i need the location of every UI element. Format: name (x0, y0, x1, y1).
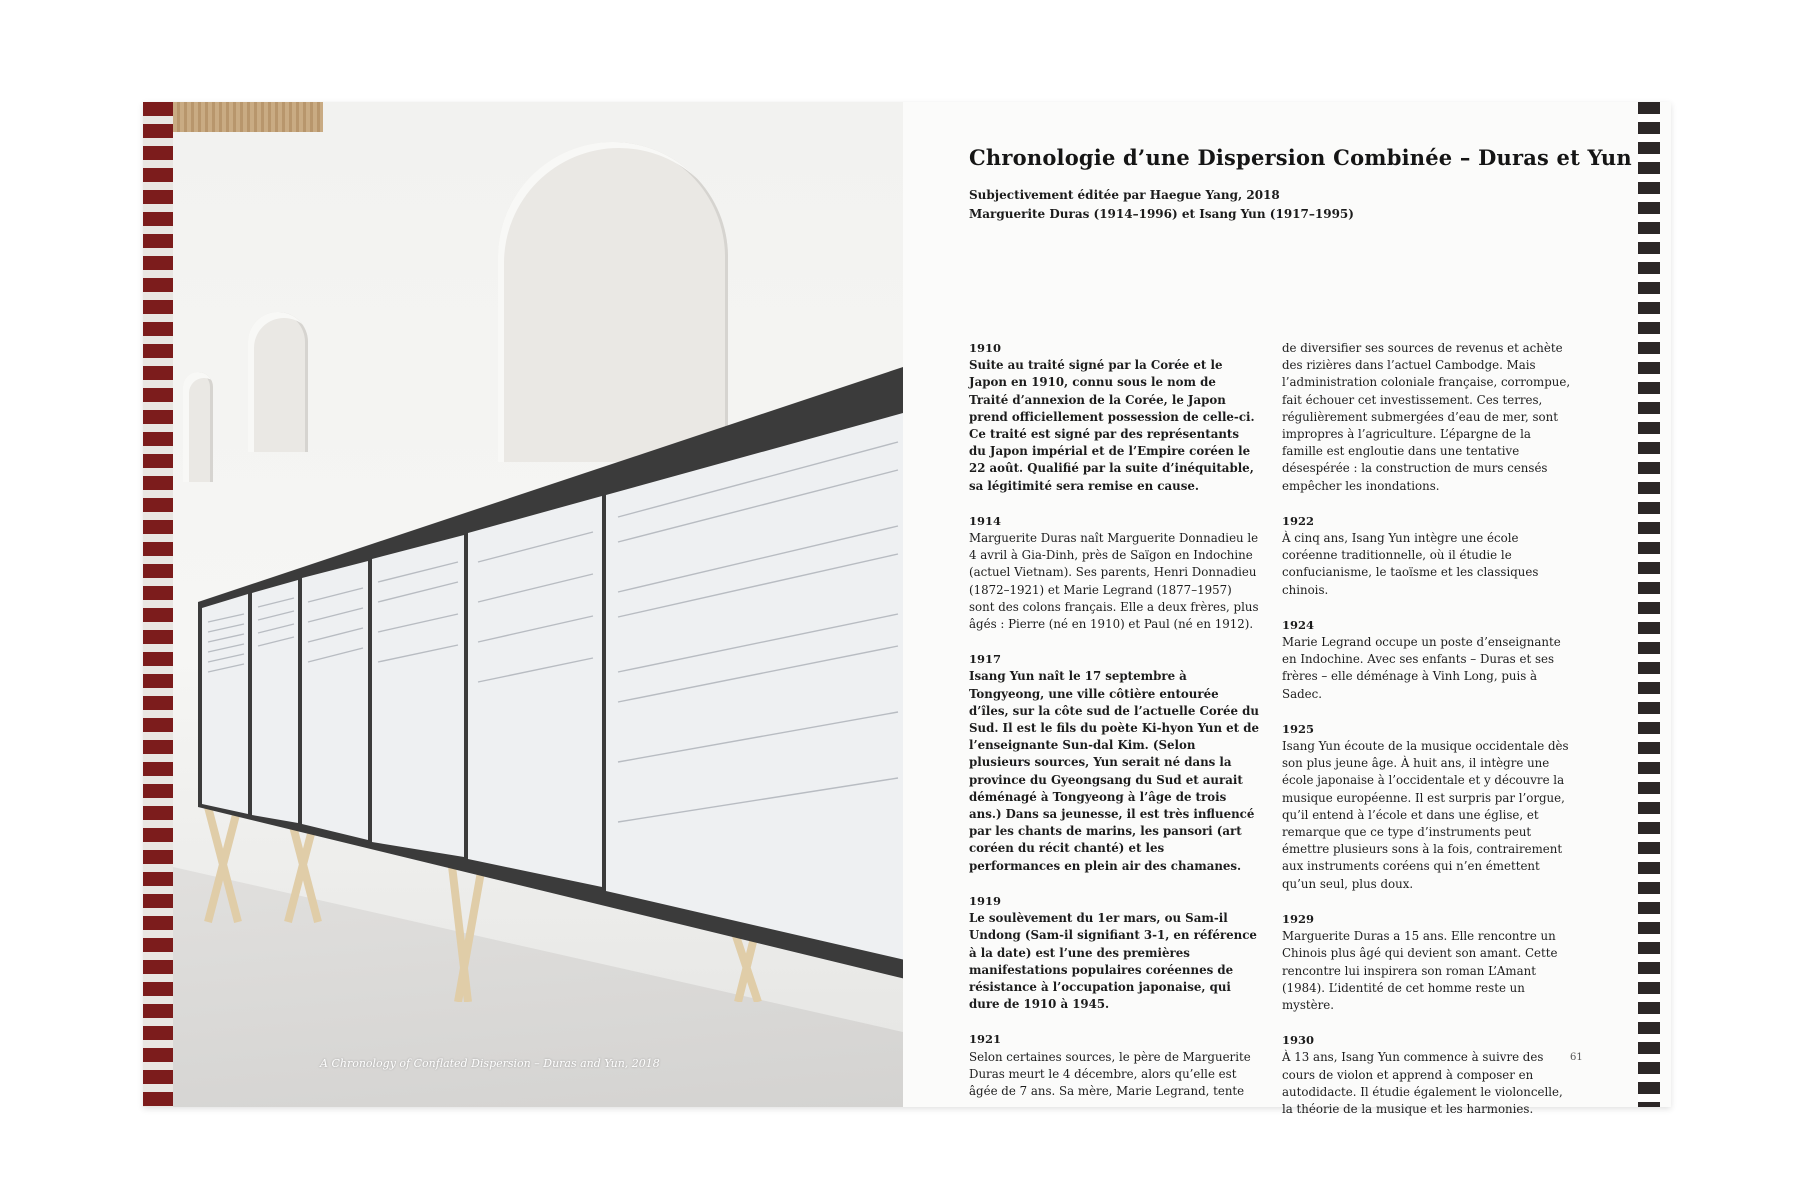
panel-6 (606, 410, 903, 962)
page-subtitle (969, 186, 1354, 224)
subtitle-line-editor: Subjectivement éditée par Haegue Yang, 2018 (969, 188, 1280, 202)
entry-year: 1919 (969, 893, 1002, 908)
entry-text: Marguerite Duras naît Marguerite Donnadieu le 4 avril à Gia-Dinh, près de Saïgon en Indochine (actuel Vietnam). Ses parents, Henri Donnadieu (1872–1921) et Marie Legrand (1877–1957) sont des colons français. Elle a deux frères, plus âgés : Pierre (né en 1910) et Paul (né en 1912). (969, 531, 1259, 632)
chronology-entry (969, 513, 1259, 633)
chronology-entry (969, 893, 1259, 1013)
panel-3 (302, 561, 368, 840)
entry-year: 1917 (969, 652, 1002, 667)
entry-year: 1910 (969, 341, 1002, 355)
subtitle-line-names: Marguerite Duras (1914–1996) et Isang Yun (1917–1995) (969, 207, 1354, 221)
entry-text: À cinq ans, Isang Yun intègre une école coréenne traditionnelle, où il étudie le confucianisme, le taoïsme et les classiques chinois. (1282, 531, 1539, 597)
page-number: 61 (1570, 1052, 1583, 1063)
entry-year: 1922 (1282, 513, 1315, 528)
panel-1 (202, 594, 248, 814)
chronology-entry (1282, 617, 1572, 703)
entry-text: À 13 ans, Isang Yun commence à suivre des cours de violon et apprend à composer en autodidacte. Il étudie également le violoncelle, la théorie de la musique et les harmonies. (1282, 1050, 1563, 1116)
page-edge-stripes-left (143, 102, 173, 1107)
panel-5 (468, 496, 602, 887)
chronology-entry (1282, 911, 1572, 1014)
entry-year: 1921 (969, 1032, 1002, 1047)
chronology-entry (969, 1031, 1259, 1100)
text-column-1 (969, 340, 1259, 1118)
chronology-entry (969, 651, 1259, 875)
page-edge-stripes-right (1638, 102, 1660, 1107)
entry-year: 1930 (1282, 1033, 1315, 1048)
photo-caption: A Chronology of Conflated Dispersion – Duras and Yun, 2018 (320, 1057, 660, 1070)
entry-text: Suite au traité signé par la Corée et le Japon en 1910, connu sous le nom de Traité d’annexion de la Corée, le Japon prend officiellement possession de celle-ci. Ce traité est signé par des représentants du Japon impérial et de l’Empire coréen le 22 août. Qualifié par la suite d’inéquitable, sa légitimité sera remise en cause. (969, 358, 1255, 493)
chronology-entry (1282, 1032, 1572, 1118)
entry-year: 1914 (969, 513, 1002, 528)
page-title: Chronologie d’une Dispersion Combinée – Duras et Yun (969, 145, 1632, 170)
continued-text: de diversifier ses sources de revenus et achète des rizières dans l’actuel Cambodge. Mais l’administration coloniale française, corrompue, fait échouer cet investissement. Ces terres, régulièrement submergées d’eau de mer, sont impropres à l’agriculture. L’épargne de la famille est engloutie dans une tentative désespérée : la construction de murs censés empêcher les inondations. (1282, 341, 1571, 493)
chronology-entry (1282, 721, 1572, 893)
entry-text: Le soulèvement du 1er mars, ou Sam-il Undong (Sam-il signifiant 3-1, en référence à la date) est l’une des premières manifestations populaires coréennes de résistance à l’occupation japonaise, qui dure de 1910 à 1945. (969, 911, 1257, 1012)
ceiling-beam (173, 102, 323, 132)
text-column-2 (1282, 340, 1572, 1136)
chronology-entry (969, 340, 1259, 495)
entry-text: Isang Yun naît le 17 septembre à Tongyeong, une ville côtière entourée d’îles, sur la côte sud de l’actuelle Corée du Sud. Il est le fils du poète Ki-hyon Yun et de l’enseignante Sun-dal Kim. (Selon plusieurs sources, Yun serait né dans la province du Gyeongsang du Sud et aurait déménagé à Tongyeong à l’âge de trois ans.) Dans sa jeunesse, il est très influencé par les chants de marins, les pansori (art coréen du récit chanté) et les performances en plein air des chamanes. (969, 669, 1259, 873)
entry-text: Marie Legrand occupe un poste d’enseignante en Indochine. Avec ses enfants – Duras et ses frères – elle déménage à Vinh Long, puis à Sadec. (1282, 635, 1561, 701)
timeline-display-board (198, 302, 903, 1002)
exhibition-photo (173, 102, 903, 1107)
entry-text: Marguerite Duras a 15 ans. Elle rencontre un Chinois plus âgé qui devient son amant. Cette rencontre lui inspirera son roman L’Amant (1984). L’identité de cet homme reste un mystère. (1282, 929, 1558, 1012)
chronology-entry (1282, 513, 1572, 599)
entry-text: Isang Yun écoute de la musique occidentale dès son plus jeune âge. À huit ans, il intègre une école japonaise à l’occidentale et y découvre la musique européenne. Il est surpris par l’orgue, qu’il entend à l’école et dans une église, et remarque que ce type d’instruments peut émettre plusieurs sons à la fois, contrairement aux instruments coréens qui n’en émettent qu’un seul, plus doux. (1282, 739, 1569, 891)
entry-text: Selon certaines sources, le père de Marguerite Duras meurt le 4 décembre, alors qu’elle est âgée de 7 ans. Sa mère, Marie Legrand, tente (969, 1049, 1251, 1098)
entry-year: 1924 (1282, 617, 1315, 632)
entry-year: 1925 (1282, 721, 1315, 736)
entry-year: 1929 (1282, 911, 1315, 926)
